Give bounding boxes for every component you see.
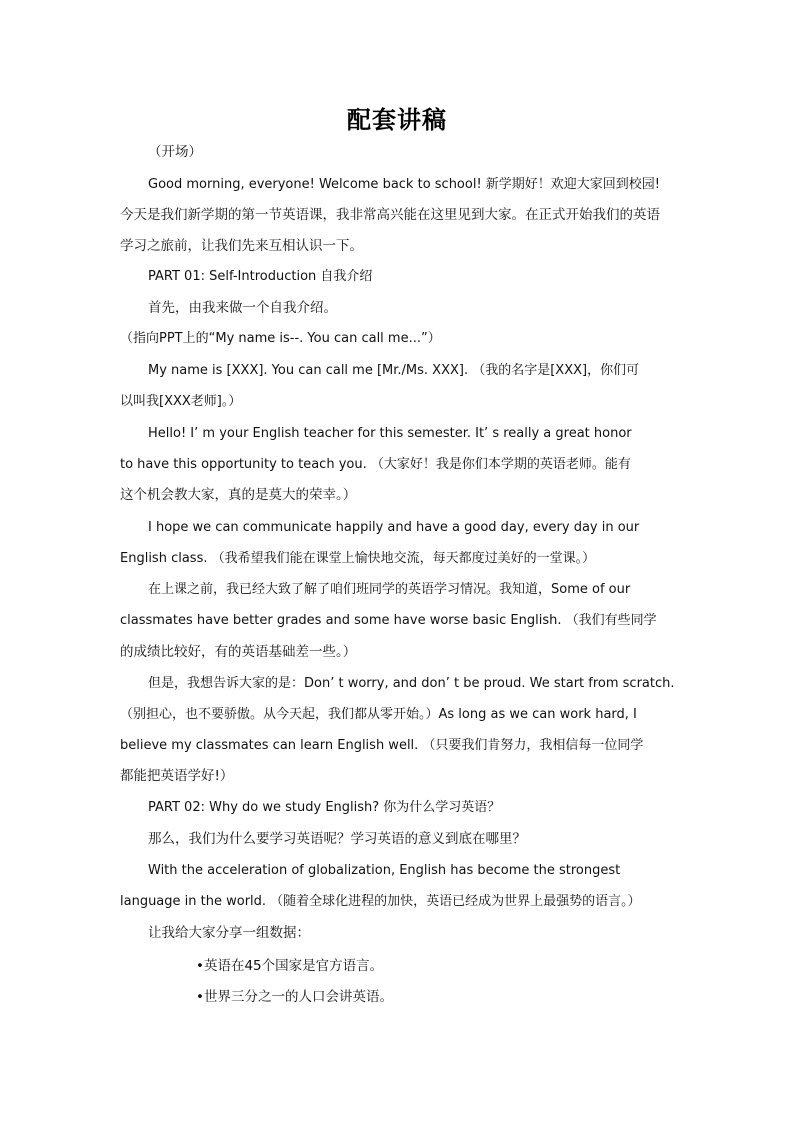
paragraph-line: Hello! I’ m your English teacher for this semester. It’ s really a great honor [148,426,632,441]
paragraph-line: 今天是我们新学期的第一节英语课，我非常高兴能在这里见到大家。在正式开始我们的英语 [120,207,660,223]
section-heading-part1: PART 01: Self-Introduction 自我介绍 [148,269,373,284]
paragraph-line: 在上课之前，我已经大致了解了咱们班同学的英语学习情况。我知道，Some of our [148,582,631,597]
paragraph-line: My name is [XXX]. You can call me [Mr./Ms. XXX]. （我的名字是[XXX]，你们可 [148,363,640,378]
paragraph-line: 但是，我想告诉大家的是：Don’ t worry, and don’ t be proud. We start from scratch. [148,676,675,691]
paragraph-line: English class. （我希望我们能在课堂上愉快地交流，每天都度过美好的一堂课。） [120,551,596,566]
paragraph-line: to have this opportunity to teach you. （大家好！我是你们本学期的英语老师。能有 [120,457,631,472]
page-title: 配套讲稿 [347,105,447,134]
bullet-item: •世界三分之一的人口会讲英语。 [196,989,393,1005]
paragraph-line: 那么，我们为什么要学习英语呢？学习英语的意义到底在哪里？ [148,831,526,847]
paragraph-line: 都能把英语学好!） [120,768,234,784]
paragraph-line: With the acceleration of globalization, English has become the strongest [148,863,621,878]
paragraph-line: 以叫我[XXX老师]。） [120,394,242,409]
paragraph-line: （别担心，也不要骄傲。从今天起，我们都从零开始。）As long as we can work hard, I [120,707,637,722]
paragraph-line: Good morning, everyone! Welcome back to school! 新学期好！欢迎大家回到校园! [148,177,661,192]
paragraph-line: classmates have better grades and some have worse basic English. （我们有些同学 [120,613,657,628]
opening-label: （开场） [148,144,202,160]
paragraph-line: 的成绩比较好，有的英语基础差一些。） [120,644,357,660]
paragraph-line: （指向PPT上的“My name is--. You can call me...”） [120,331,441,346]
paragraph-line: 让我给大家分享一组数据： [148,925,310,941]
paragraph-line: 首先，由我来做一个自我介绍。 [148,300,337,316]
paragraph-line: 学习之旅前，让我们先来互相认识一下。 [120,238,363,254]
section-heading-part2: PART 02: Why do we study English? 你为什么学习英语？ [148,800,501,815]
bullet-item: •英语在45个国家是官方语言。 [196,958,384,974]
paragraph-line: believe my classmates can learn English well. （只要我们肯努力，我相信每一位同学 [120,738,644,753]
paragraph-line: I hope we can communicate happily and have a good day, every day in our [148,520,640,535]
paragraph-line: 这个机会教大家，真的是莫大的荣幸。） [120,487,357,503]
paragraph-line: language in the world. （随着全球化进程的加快，英语已经成为世界上最强势的语言。） [120,894,641,909]
